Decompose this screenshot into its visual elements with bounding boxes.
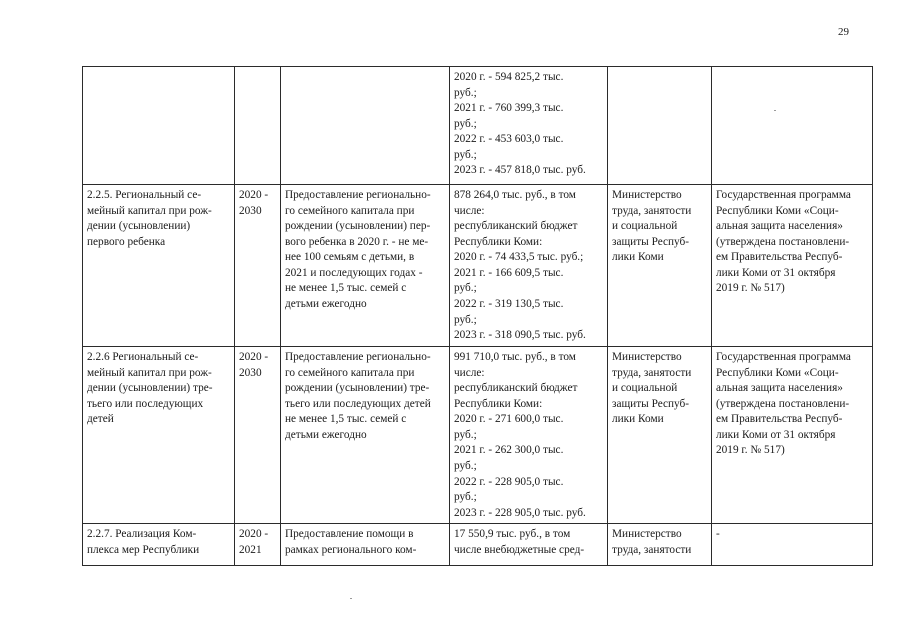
table-row bbox=[83, 67, 873, 185]
cell-item: 2.2.5. Региональный се- мейный капитал при рож- дении (усыновлении) первого ребенка bbox=[83, 185, 235, 347]
cell-period: 2020 - 2030 bbox=[235, 347, 281, 524]
cell-program: Государственная программа Республики Коми «Соци- альная защита населения» (утверждена постановлени- ем Правительства Респуб- лики Коми от 31 октября 2019 г. № 517) bbox=[712, 185, 873, 347]
table-row bbox=[83, 524, 873, 566]
cell-period bbox=[235, 67, 281, 185]
cell-period: 2020 - 2030 bbox=[235, 185, 281, 347]
scan-speck bbox=[774, 110, 776, 111]
cell-period: 2020 - 2021 bbox=[235, 524, 281, 566]
cell-executor: Министерство труда, занятости и социальной защиты Респуб- лики Коми bbox=[608, 347, 712, 524]
cell-program bbox=[712, 67, 873, 185]
scan-speck bbox=[350, 598, 352, 599]
cell-executor bbox=[608, 67, 712, 185]
cell-item: 2.2.6 Региональный се- мейный капитал при рож- дении (усыновлении) тре- тьего или последующих детей bbox=[83, 347, 235, 524]
table-row bbox=[83, 347, 873, 524]
cell-program: - bbox=[712, 524, 873, 566]
cell-item bbox=[83, 67, 235, 185]
cell-executor: Министерство труда, занятости и социальной защиты Респуб- лики Коми bbox=[608, 185, 712, 347]
cell-funding: 2020 г. - 594 825,2 тыс. руб.; 2021 г. - 760 399,3 тыс. руб.; 2022 г. - 453 603,0 тыс. руб.; 2023 г. - 457 818,0 тыс. руб. bbox=[450, 67, 608, 185]
cell-result: Предоставление регионально- го семейного капитала при рождении (усыновлении) пер- вого ребенка в 2020 г. - не ме- нее 100 семьям с детьми, в 2021 и последующих годах - не менее 1,5 тыс. семей с детьми ежегодно bbox=[281, 185, 450, 347]
cell-result bbox=[281, 67, 450, 185]
cell-item: 2.2.7. Реализация Ком- плекса мер Республики bbox=[83, 524, 235, 566]
cell-result: Предоставление регионально- го семейного капитала при рождении (усыновлении) тре- тьего или последующих детей не менее 1,5 тыс. семей с детьми ежегодно bbox=[281, 347, 450, 524]
cell-result: Предоставление помощи в рамках регионального ком- bbox=[281, 524, 450, 566]
cell-executor: Министерство труда, занятости bbox=[608, 524, 712, 566]
page-number: 29 bbox=[838, 26, 849, 38]
document-table bbox=[82, 66, 873, 566]
cell-funding: 991 710,0 тыс. руб., в том числе: республиканский бюджет Республики Коми: 2020 г. - 271 600,0 тыс. руб.; 2021 г. - 262 300,0 тыс. руб.; 2022 г. - 228 905,0 тыс. руб.; 2023 г. - 228 905,0 тыс. руб. bbox=[450, 347, 608, 524]
cell-funding: 17 550,9 тыс. руб., в том числе внебюджетные сред- bbox=[450, 524, 608, 566]
cell-funding: 878 264,0 тыс. руб., в том числе: республиканский бюджет Республики Коми: 2020 г. - 74 433,5 тыс. руб.; 2021 г. - 166 609,5 тыс. руб.; 2022 г. - 319 130,5 тыс. руб.; 2023 г. - 318 090,5 тыс. руб. bbox=[450, 185, 608, 347]
cell-program: Государственная программа Республики Коми «Соци- альная защита населения» (утверждена постановлени- ем Правительства Респуб- лики Коми от 31 октября 2019 г. № 517) bbox=[712, 347, 873, 524]
table-row bbox=[83, 185, 873, 347]
